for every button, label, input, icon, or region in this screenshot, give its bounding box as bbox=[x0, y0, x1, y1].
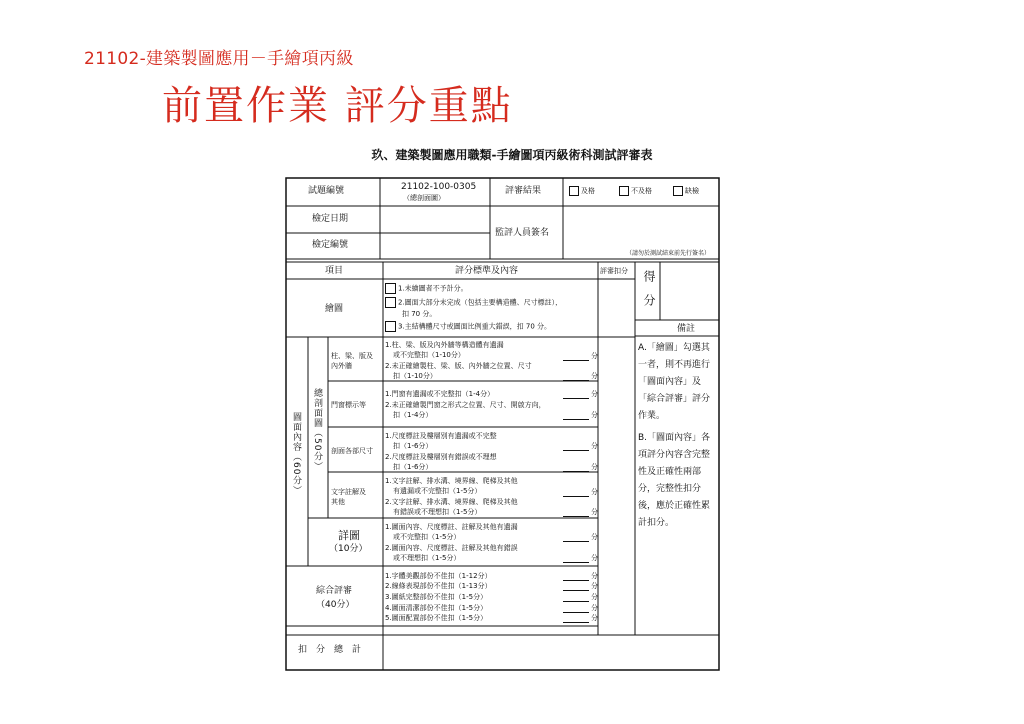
drawing-checkbox-2[interactable] bbox=[385, 297, 396, 308]
sub-row-4-score-1: 分 bbox=[563, 487, 598, 497]
sub-row-3-label: 剖面各部尺寸 bbox=[331, 447, 373, 455]
exam-no-value: 21102-100-0305 bbox=[401, 182, 477, 192]
sign-note: （請勿於測試結束前先行簽名） bbox=[626, 250, 711, 257]
sub-row-1-label: 柱、梁、版及 bbox=[331, 352, 373, 360]
overall-score-1: 分 bbox=[563, 571, 598, 581]
overall-score-3: 分 bbox=[563, 592, 598, 602]
exam-no-sub: （總剖面圖） bbox=[403, 194, 445, 202]
sub-row-1-line-4: 扣（1-10分） bbox=[393, 372, 437, 380]
sub-row-4-label2: 其他 bbox=[331, 498, 345, 506]
overall-points: （40分） bbox=[316, 600, 355, 610]
drawing-item-1: 1.未繪圖者不予計分。 bbox=[385, 283, 468, 294]
sub-row-1-line-2: 或不完整扣（1-10分） bbox=[393, 351, 465, 359]
overall-line-1: 1.字體美觀部份不佳扣（1-12分） bbox=[385, 572, 492, 580]
sub-row-3-line-1: 1.尺度標註及樓層別有遺漏或不完整 bbox=[385, 432, 497, 440]
drawing-item-2-cont: 扣 70 分。 bbox=[402, 310, 437, 318]
sub-row-3-line-2: 扣（1-6分） bbox=[393, 442, 433, 450]
absent-checkbox[interactable] bbox=[673, 186, 683, 196]
col-score-header: 得分 bbox=[642, 270, 656, 318]
sub-row-1-score-2: 分 bbox=[563, 371, 598, 381]
detail-line-1: 1.圖面內容、尺度標註、註解及其他有遺漏 bbox=[385, 523, 518, 531]
overall-label: 綜合評審 bbox=[316, 586, 353, 596]
col-deduct-header: 評審扣分 bbox=[600, 267, 628, 275]
fail-checkbox[interactable] bbox=[619, 186, 629, 196]
col-item-header: 項目 bbox=[325, 266, 344, 276]
detail-line-2: 或不完整扣（1-5分） bbox=[393, 533, 461, 541]
sub-row-1-label2: 內外牆 bbox=[331, 362, 352, 370]
sub-row-1-score-1: 分 bbox=[563, 351, 598, 361]
note-a: A.「繪圖」勾選其一者，則不再進行「圖面內容」及「綜合評審」評分作業。 bbox=[638, 343, 711, 421]
supervisor-label: 監評人員簽名 bbox=[495, 228, 550, 238]
detail-score-1: 分 bbox=[563, 532, 598, 542]
overall-score-2: 分 bbox=[563, 581, 598, 591]
result-option-absent: 缺檢 bbox=[673, 186, 699, 196]
check-date-label: 檢定日期 bbox=[312, 214, 349, 224]
sub-row-4-label: 文字註解及 bbox=[331, 488, 366, 496]
overall-line-4: 4.圖面清潔部份不佳扣（1-5分） bbox=[385, 604, 488, 612]
sub-row-4-line-2: 有遺漏或不完整扣（1-5分） bbox=[393, 487, 482, 495]
sub-row-2-line-3: 扣（1-4分） bbox=[393, 411, 433, 419]
sub-row-2-score-1: 分 bbox=[563, 389, 598, 399]
detail-label: 詳圖 bbox=[338, 529, 360, 542]
pass-checkbox[interactable] bbox=[569, 186, 579, 196]
sub-row-2-line-2: 2.未正確繪製門窗之形式之位置、尺寸、開啟方向， bbox=[385, 401, 546, 409]
result-label: 評審結果 bbox=[505, 186, 542, 196]
result-option-pass: 及格 bbox=[569, 186, 595, 196]
overall-line-5: 5.圖面配置部份不佳扣（1-5分） bbox=[385, 614, 488, 622]
sub-row-3-score-2: 分 bbox=[563, 462, 598, 472]
sub-row-4-line-1: 1.文字註解、排水溝、境界線、爬梯及其他 bbox=[385, 477, 518, 485]
sub-row-2-line-1: 1.門窗有遺漏或不完整扣（1-4分） bbox=[385, 390, 495, 398]
section-label: 總剖面圖（50分） bbox=[312, 388, 322, 472]
sub-row-1-line-3: 2.未正確繪製柱、梁、版、內外牆之位置、尺寸 bbox=[385, 362, 532, 370]
detail-points: （10分） bbox=[329, 544, 368, 554]
note-b: B.「圖面內容」各項評分內容含完整性及正確性兩部分，完整性扣分後，應於正確性累計扣分。 bbox=[638, 433, 711, 528]
sub-row-3-line-3: 2.尺度標註及樓層別有錯誤或不理想 bbox=[385, 453, 497, 461]
check-no-label: 檢定編號 bbox=[312, 240, 349, 250]
overall-line-2: 2.線條表現部份不佳扣（1-13分） bbox=[385, 582, 492, 590]
sub-row-3-score-1: 分 bbox=[563, 441, 598, 451]
detail-line-3: 2.圖面內容、尺度標註、註解及其他有錯誤 bbox=[385, 544, 518, 552]
drawing-label: 繪圖 bbox=[325, 304, 344, 314]
overall-line-3: 3.圖紙完整部份不佳扣（1-5分） bbox=[385, 593, 488, 601]
sub-row-4-score-2: 分 bbox=[563, 507, 598, 517]
overall-score-5: 分 bbox=[563, 613, 598, 623]
col-criteria-header: 評分標準及內容 bbox=[455, 266, 519, 276]
sub-row-2-score-2: 分 bbox=[563, 410, 598, 420]
drawing-item-3: 3.主結構體尺寸或圖面比例重大錯誤，扣 70 分。 bbox=[385, 321, 551, 332]
overall-score-4: 分 bbox=[563, 603, 598, 613]
drawing-item-2: 2.圖面大部分未完成（包括主要構造體、尺寸標註）， bbox=[385, 297, 562, 308]
sub-row-2-label: 門窗標示等 bbox=[331, 401, 366, 409]
sub-row-4-line-3: 2.文字註解、排水溝、境界線、爬梯及其他 bbox=[385, 498, 518, 506]
col-note-header: 備註 bbox=[677, 324, 696, 334]
content-label: 圖面內容（60分） bbox=[291, 412, 301, 496]
detail-line-4: 或不理想扣（1-5分） bbox=[393, 554, 461, 562]
drawing-checkbox-1[interactable] bbox=[385, 283, 396, 294]
sub-row-3-line-4: 扣（1-6分） bbox=[393, 463, 433, 471]
detail-score-2: 分 bbox=[563, 553, 598, 563]
sub-row-4-line-4: 有錯誤或不理想扣（1-5分） bbox=[393, 508, 482, 516]
exam-no-label: 試題編號 bbox=[308, 186, 345, 196]
form-title: 玖、建築製圖應用職類-手繪圖項丙級術科測試評審表 bbox=[371, 148, 653, 162]
total-label: 扣 分 總 計 bbox=[298, 645, 362, 655]
page-title: 前置作業 評分重點 bbox=[162, 83, 513, 129]
drawing-checkbox-3[interactable] bbox=[385, 321, 396, 332]
result-option-fail: 不及格 bbox=[619, 186, 652, 196]
document-subtitle: 21102-建築製圖應用－手繪項丙級 bbox=[84, 49, 354, 69]
sub-row-1-line-1: 1.柱、梁、版及內外牆等構造體有遺漏 bbox=[385, 341, 504, 349]
